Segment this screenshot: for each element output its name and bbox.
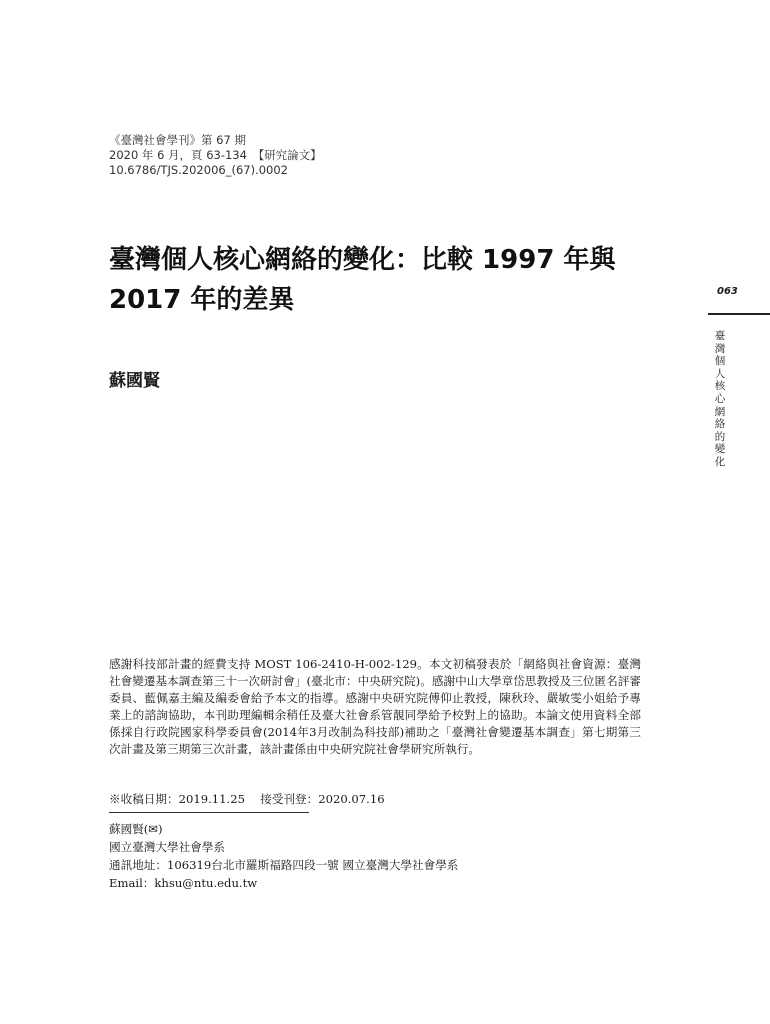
contact-affiliation: 國立臺灣大學社會學系 [109, 840, 225, 854]
running-title: 臺灣個人核心網絡的變化 [714, 330, 726, 468]
journal-header [109, 133, 322, 178]
margin-rule [708, 313, 770, 315]
received-accepted-dates: ※收稿日期：2019.11.25 接受刊登：2020.07.16 [109, 792, 385, 806]
journal-date-pages-line: 2020 年 6 月，頁 63-134 【研究論文】 [109, 148, 322, 162]
footnote-rule [109, 812, 309, 813]
doi-line: 10.6786/TJS.202006_(67).0002 [109, 163, 288, 177]
contact-address: 通訊地址：106319台北市羅斯福路四段一號 國立臺灣大學社會學系 [109, 858, 459, 872]
acknowledgment-paragraph: 感謝科技部計畫的經費支持 MOST 106-2410-H-002-129。本文初稿發表於「網絡與社會資源：臺灣社會變遷基本調查第三十一次研討會」(臺北市：中央研究院)。感謝中山大學章岱思教授及三位匿名評審委員、藍佩嘉主編及編委會給予本文的指導。感謝中央研究院傅仰止教授，陳秋玲、嚴敏雯小姐給予專業上的諮詢協助，本刊助理編輯余稍任及臺大社會系管靚同學給予校對上的協助。本論文使用資料全部係採自行政院國家科學委員會(2014年3月改制為科技部)補助之「臺灣社會變遷基本調查」第七期第三次計畫及第三期第三次計畫，該計畫係由中央研究院社會學研究所執行。 [109, 657, 641, 756]
contact-name: 蘇國賢(✉) [109, 822, 163, 836]
journal-issue-line: 《臺灣社會學刊》第 67 期 [109, 133, 246, 147]
page-number: 063 [717, 286, 738, 297]
article-author: 蘇國賢 [109, 371, 160, 391]
contact-email[interactable]: Email：khsu@ntu.edu.tw [109, 876, 258, 890]
article-title: 臺灣個人核心網絡的變化：比較 1997 年與 2017 年的差異 [109, 245, 616, 315]
author-contact [109, 820, 458, 892]
